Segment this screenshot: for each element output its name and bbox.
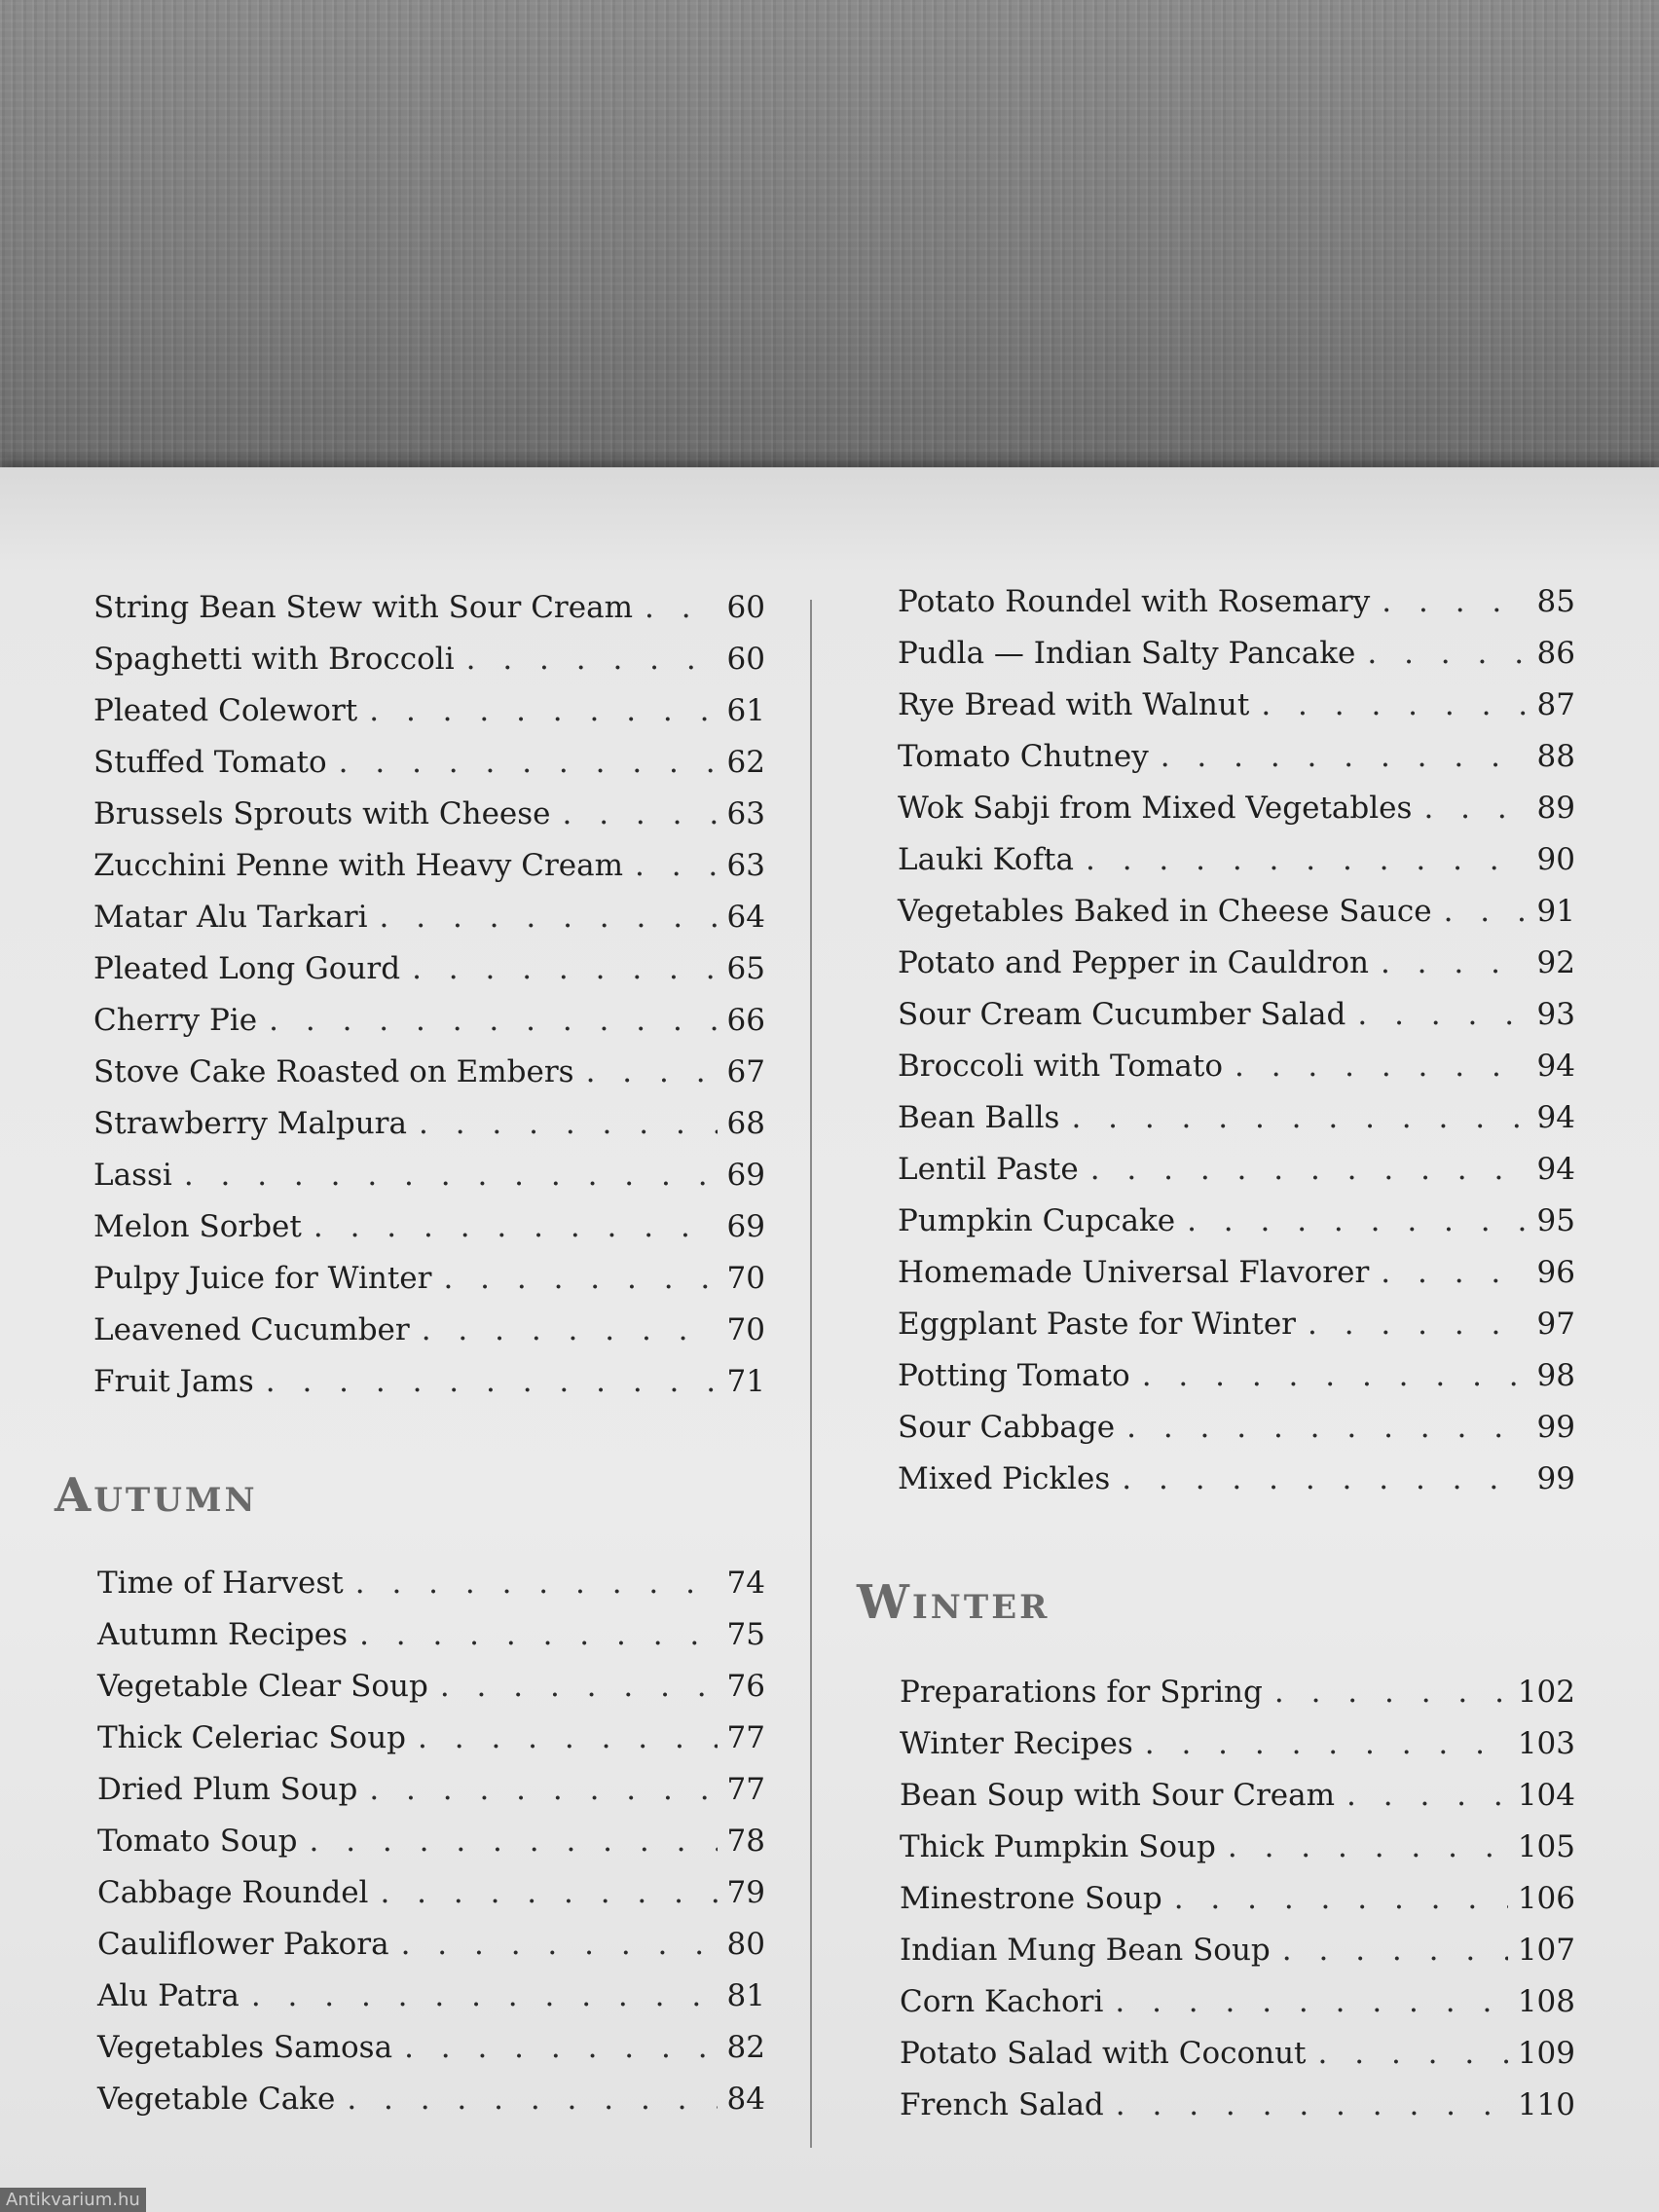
toc-entry	[900, 2087, 1575, 2139]
toc-entry	[97, 1875, 765, 1927]
toc-entry	[93, 642, 765, 693]
toc-entry-page-number: 91	[1536, 894, 1575, 929]
dot-leader	[1145, 1726, 1508, 1761]
toc-list-autumn-continued	[898, 584, 1575, 1513]
toc-right-column	[898, 584, 1575, 1513]
toc-entry-title: Brussels Sprouts with Cheese	[93, 796, 551, 831]
toc-entry	[898, 636, 1575, 687]
toc-entry	[93, 951, 765, 1003]
toc-entry-page-number: 67	[726, 1054, 765, 1089]
toc-entry-title: Sour Cabbage	[898, 1410, 1116, 1445]
toc-entry	[93, 1312, 765, 1364]
toc-entry	[97, 2082, 765, 2133]
toc-entry-page-number: 93	[1536, 997, 1575, 1032]
dot-leader	[1115, 1984, 1507, 2019]
toc-entry	[97, 1617, 765, 1669]
dot-leader	[404, 2030, 717, 2065]
dot-leader	[347, 2082, 717, 2117]
table-surface-background	[0, 0, 1659, 487]
toc-entry-page-number: 89	[1536, 791, 1575, 826]
toc-entry-page-number: 65	[726, 951, 765, 986]
toc-entry-title: Preparations for Spring	[900, 1675, 1263, 1710]
toc-entry	[898, 739, 1575, 791]
dot-leader	[466, 642, 718, 677]
toc-entry	[97, 1720, 765, 1772]
toc-entry-page-number: 63	[726, 848, 765, 883]
dot-leader	[401, 1927, 718, 1962]
dot-leader	[419, 1106, 718, 1141]
dot-leader	[1174, 1881, 1508, 1916]
toc-entry-page-number: 68	[726, 1106, 765, 1141]
dot-leader	[443, 1261, 717, 1296]
toc-entry-page-number: 94	[1536, 1152, 1575, 1187]
toc-entry-title: Lauki Kofta	[898, 842, 1074, 877]
toc-entry-title: Alu Patra	[97, 1978, 240, 2013]
toc-list-winter	[900, 1675, 1575, 2139]
toc-entry-page-number: 76	[726, 1669, 765, 1704]
toc-entry-page-number: 81	[726, 1978, 765, 2013]
toc-entry-title: Cabbage Roundel	[97, 1875, 369, 1910]
toc-entry-title: Eggplant Paste for Winter	[898, 1307, 1296, 1342]
toc-entry-title: Indian Mung Bean Soup	[900, 1933, 1271, 1968]
toc-entry	[900, 1984, 1575, 2036]
toc-entry-page-number: 61	[726, 693, 765, 728]
dot-leader	[1228, 1829, 1508, 1864]
column-divider	[810, 600, 812, 2148]
toc-entry-title: Thick Celeriac Soup	[97, 1720, 407, 1755]
section-heading-autumn: Autumn	[55, 1468, 258, 1523]
toc-entry-title: Dried Plum Soup	[97, 1772, 358, 1807]
toc-entry-title: Cherry Pie	[93, 1003, 258, 1038]
dot-leader	[1308, 1307, 1528, 1342]
toc-entry-title: Corn Kachori	[900, 1984, 1104, 2019]
toc-entry	[898, 687, 1575, 739]
toc-entry-page-number: 95	[1536, 1203, 1575, 1238]
toc-entry-page-number: 69	[726, 1158, 765, 1193]
toc-entry	[93, 1003, 765, 1054]
toc-entry-page-number: 92	[1536, 945, 1575, 980]
dot-leader	[1071, 1100, 1527, 1135]
dot-leader	[369, 1772, 717, 1807]
toc-entry-page-number: 103	[1517, 1726, 1575, 1761]
dot-leader	[313, 1209, 718, 1244]
toc-entry	[97, 1978, 765, 2030]
dot-leader	[269, 1003, 717, 1038]
toc-entry-title: Pulpy Juice for Winter	[93, 1261, 432, 1296]
toc-entry	[93, 693, 765, 745]
toc-entry-title: Vegetables Baked in Cheese Sauce	[898, 894, 1432, 929]
dot-leader	[1381, 1255, 1527, 1290]
toc-entry-title: Rye Bread with Walnut	[898, 687, 1250, 722]
dot-leader	[440, 1669, 718, 1704]
toc-entry	[898, 1410, 1575, 1461]
dot-leader	[251, 1978, 718, 2013]
toc-entry-title: Sour Cream Cucumber Salad	[898, 997, 1346, 1032]
dot-leader	[359, 1617, 717, 1652]
toc-entry-page-number: 87	[1536, 687, 1575, 722]
toc-entry-page-number: 77	[726, 1720, 765, 1755]
dot-leader	[422, 1312, 718, 1347]
toc-entry-title: Wok Sabji from Mixed Vegetables	[898, 791, 1413, 826]
dot-leader	[645, 590, 718, 625]
toc-entry	[97, 1566, 765, 1617]
dot-leader	[1318, 2036, 1508, 2071]
toc-entry-page-number: 74	[726, 1566, 765, 1601]
toc-entry	[900, 1726, 1575, 1778]
toc-entry-title: Pleated Long Gourd	[93, 951, 401, 986]
toc-entry	[97, 1669, 765, 1720]
toc-entry-title: Lassi	[93, 1158, 172, 1193]
toc-entry-title: Vegetable Cake	[97, 2082, 336, 2117]
dot-leader	[1116, 2087, 1508, 2122]
toc-entry-page-number: 110	[1517, 2087, 1575, 2122]
toc-entry-page-number: 84	[726, 2082, 765, 2117]
toc-entry-title: Potato and Pepper in Cauldron	[898, 945, 1369, 980]
dot-leader	[266, 1364, 718, 1399]
toc-entry-page-number: 98	[1536, 1358, 1575, 1393]
toc-entry	[900, 1933, 1575, 1984]
toc-entry-title: Time of Harvest	[97, 1566, 344, 1601]
toc-entry-page-number: 70	[726, 1312, 765, 1347]
toc-entry-title: Spaghetti with Broccoli	[93, 642, 455, 677]
toc-entry	[93, 590, 765, 642]
toc-entry-page-number: 105	[1517, 1829, 1575, 1864]
toc-entry	[93, 745, 765, 796]
toc-entry-page-number: 77	[726, 1772, 765, 1807]
toc-entry-page-number: 75	[726, 1617, 765, 1652]
toc-entry	[898, 997, 1575, 1049]
toc-entry-title: Vegetables Samosa	[97, 2030, 393, 2065]
toc-entry-page-number: 70	[726, 1261, 765, 1296]
toc-entry	[93, 1054, 765, 1106]
toc-entry-page-number: 104	[1517, 1778, 1575, 1813]
toc-entry	[900, 2036, 1575, 2087]
toc-entry	[898, 791, 1575, 842]
toc-entry-page-number: 109	[1517, 2036, 1575, 2071]
toc-entry	[898, 894, 1575, 945]
toc-entry	[898, 842, 1575, 894]
toc-entry	[898, 1307, 1575, 1358]
toc-entry	[900, 1829, 1575, 1881]
toc-entry-page-number: 71	[726, 1364, 765, 1399]
toc-entry	[900, 1778, 1575, 1829]
toc-entry-page-number: 96	[1536, 1255, 1575, 1290]
dot-leader	[380, 1875, 717, 1910]
dot-leader	[635, 848, 718, 883]
toc-entry	[97, 2030, 765, 2082]
toc-entry-title: Potato Salad with Coconut	[900, 2036, 1307, 2071]
toc-entry-page-number: 99	[1536, 1461, 1575, 1496]
dot-leader	[586, 1054, 718, 1089]
dot-leader	[1444, 894, 1528, 929]
toc-entry-title: Leavened Cucumber	[93, 1312, 410, 1347]
dot-leader	[418, 1720, 718, 1755]
toc-entry	[97, 1824, 765, 1875]
dot-leader	[1274, 1675, 1508, 1710]
toc-entry-title: Bean Soup with Sour Cream	[900, 1778, 1336, 1813]
toc-entry-title: Tomato Soup	[97, 1824, 298, 1859]
toc-entry	[93, 900, 765, 951]
dot-leader	[1357, 997, 1527, 1032]
toc-entry-title: Matar Alu Tarkari	[93, 900, 368, 935]
toc-entry-title: French Salad	[900, 2087, 1104, 2122]
toc-entry-page-number: 99	[1536, 1410, 1575, 1445]
dot-leader	[1367, 636, 1527, 671]
dot-leader	[1090, 1152, 1528, 1187]
toc-entry	[93, 1106, 765, 1158]
toc-entry-title: Homemade Universal Flavorer	[898, 1255, 1370, 1290]
toc-entry	[898, 945, 1575, 997]
dot-leader	[1142, 1358, 1528, 1393]
toc-entry-page-number: 69	[726, 1209, 765, 1244]
toc-entry-page-number: 79	[726, 1875, 765, 1910]
toc-entry-page-number: 64	[726, 900, 765, 935]
toc-entry	[93, 1364, 765, 1416]
dot-leader	[1161, 739, 1528, 774]
toc-entry	[97, 1772, 765, 1824]
toc-entry-page-number: 66	[726, 1003, 765, 1038]
toc-entry	[898, 1152, 1575, 1203]
toc-entry	[898, 1203, 1575, 1255]
toc-entry-title: Lentil Paste	[898, 1152, 1079, 1187]
dot-leader	[310, 1824, 718, 1859]
toc-entry-title: Tomato Chutney	[898, 739, 1149, 774]
dot-leader	[1126, 1410, 1527, 1445]
toc-entry	[898, 1255, 1575, 1307]
dot-leader	[563, 796, 718, 831]
toc-entry-title: Winter Recipes	[900, 1726, 1133, 1761]
toc-entry	[93, 848, 765, 900]
dot-leader	[1086, 842, 1528, 877]
toc-entry	[898, 1358, 1575, 1410]
dot-leader	[1282, 1933, 1508, 1968]
toc-entry-title: Stuffed Tomato	[93, 745, 327, 780]
dot-leader	[355, 1566, 718, 1601]
watermark-label: Antikvarium.hu	[0, 2188, 146, 2212]
toc-entry-title: Pleated Colewort	[93, 693, 358, 728]
toc-entry-page-number: 62	[726, 745, 765, 780]
dot-leader	[412, 951, 717, 986]
toc-entry	[898, 584, 1575, 636]
toc-entry-title: Potato Roundel with Rosemary	[898, 584, 1371, 619]
toc-entry-page-number: 97	[1536, 1307, 1575, 1342]
toc-list-autumn	[97, 1566, 765, 2133]
toc-entry-page-number: 85	[1536, 584, 1575, 619]
toc-entry-page-number: 88	[1536, 739, 1575, 774]
toc-entry-page-number: 106	[1517, 1881, 1575, 1916]
toc-entry-title: Mixed Pickles	[898, 1461, 1111, 1496]
toc-entry	[93, 1209, 765, 1261]
dot-leader	[1122, 1461, 1527, 1496]
toc-entry	[898, 1100, 1575, 1152]
dot-leader	[184, 1158, 718, 1193]
dot-leader	[1235, 1049, 1528, 1084]
toc-entry-page-number: 80	[726, 1927, 765, 1962]
dot-leader	[1346, 1778, 1508, 1813]
toc-entry-page-number: 94	[1536, 1100, 1575, 1135]
toc-entry-title: Zucchini Penne with Heavy Cream	[93, 848, 624, 883]
toc-entry	[97, 1927, 765, 1978]
toc-entry-title: Vegetable Clear Soup	[97, 1669, 428, 1704]
toc-entry-title: Pudla — Indian Salty Pancake	[898, 636, 1356, 671]
toc-entry-page-number: 86	[1536, 636, 1575, 671]
toc-entry-title: Melon Sorbet	[93, 1209, 302, 1244]
dot-leader	[1382, 584, 1527, 619]
dot-leader	[339, 745, 718, 780]
toc-entry-title: Bean Balls	[898, 1100, 1060, 1135]
toc-entry-title: Cauliflower Pakora	[97, 1927, 389, 1962]
toc-entry-page-number: 60	[726, 642, 765, 677]
toc-entry-title: Potting Tomato	[898, 1358, 1130, 1393]
toc-entry	[93, 796, 765, 848]
toc-entry-page-number: 63	[726, 796, 765, 831]
dot-leader	[1261, 687, 1527, 722]
toc-entry-page-number: 94	[1536, 1049, 1575, 1084]
toc-list-summer-continued	[93, 590, 765, 1416]
toc-entry-page-number: 60	[726, 590, 765, 625]
toc-left-column	[93, 590, 765, 1416]
toc-entry-page-number: 78	[726, 1824, 765, 1859]
toc-entry-page-number: 90	[1536, 842, 1575, 877]
toc-entry-title: Autumn Recipes	[97, 1617, 349, 1652]
toc-entry-title: Stove Cake Roasted on Embers	[93, 1054, 574, 1089]
toc-entry	[898, 1461, 1575, 1513]
toc-entry	[93, 1261, 765, 1312]
toc-entry-title: Strawberry Malpura	[93, 1106, 407, 1141]
toc-entry-title: Minestrone Soup	[900, 1881, 1162, 1916]
toc-entry-page-number: 82	[726, 2030, 765, 2065]
toc-entry-title: Fruit Jams	[93, 1364, 254, 1399]
toc-entry-page-number: 107	[1517, 1933, 1575, 1968]
toc-entry	[900, 1881, 1575, 1933]
toc-entry-title: String Bean Stew with Sour Cream	[93, 590, 633, 625]
dot-leader	[1423, 791, 1527, 826]
dot-leader	[369, 693, 717, 728]
toc-entry-page-number: 108	[1517, 1984, 1575, 2019]
toc-entry-title: Pumpkin Cupcake	[898, 1203, 1176, 1238]
toc-entry-title: Thick Pumpkin Soup	[900, 1829, 1216, 1864]
dot-leader	[380, 900, 718, 935]
toc-entry	[900, 1675, 1575, 1726]
dot-leader	[1381, 945, 1528, 980]
dot-leader	[1187, 1203, 1527, 1238]
toc-entry	[898, 1049, 1575, 1100]
section-heading-winter: Winter	[857, 1575, 1051, 1630]
toc-entry-page-number: 102	[1517, 1675, 1575, 1710]
toc-entry	[93, 1158, 765, 1209]
toc-entry-title: Broccoli with Tomato	[898, 1049, 1223, 1084]
